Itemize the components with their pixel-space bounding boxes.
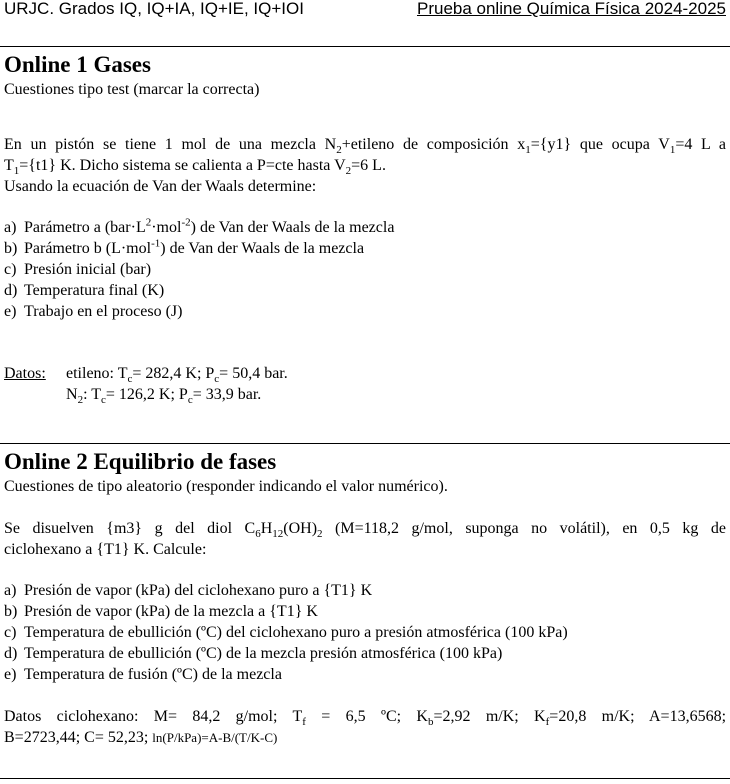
divider-top — [0, 46, 730, 47]
list-item: e) Temperatura de fusión (ºC) de la mezcla — [4, 666, 282, 683]
section1-subtitle: Cuestiones tipo test (marcar la correcta) — [4, 81, 260, 98]
list-item: a) Presión de vapor (kPa) del ciclohexano puro a {T1} K — [4, 582, 373, 599]
list-item: d) Temperatura de ebullición (ºC) de la mezcla presión atmosférica (100 kPa) — [4, 645, 503, 662]
section1-paragraph-line2: $T_1=\{t1\}$ K. Dicho sistema se calienta a P=cte hasta $V_2=6$ L. — [4, 157, 386, 178]
section2-title: Online 2 Equilibrio de fases — [4, 449, 277, 474]
section1-question-list — [4, 217, 394, 322]
section2-question-list — [4, 580, 568, 685]
divider-bottom — [0, 778, 730, 779]
header-exam-title: Prueba online Química Física 2024-2025 — [416, 0, 726, 18]
section2-subtitle: Cuestiones de tipo aleatorio (responder indicando el valor numérico). — [4, 478, 448, 495]
page-header — [4, 0, 726, 22]
list-item: b) Parámetro b (L·mol$^{-1}$) de Van der Waals de la mezcla — [4, 237, 365, 257]
list-item: c) Temperatura de ebullición (ºC) del ciclohexano puro a presión atmosférica (100 kPa) — [4, 624, 568, 641]
section2-data-line2: B=2723,44; C= 52,23; ln(P/kPa)=A-B/(T/K-C) — [4, 729, 278, 746]
section1-title: Online 1 Gases — [4, 52, 151, 77]
section1-instruction: Usando la ecuación de Van der Waals determine: — [4, 178, 317, 195]
section1-paragraph-line1: En un pistón se tiene 1 mol de una mezcla $N_2+etileno$ de composición $x_1=\{y1\}$ que ocupa $V_1=4$ L a — [4, 136, 727, 157]
section2-data-line1: Datos ciclohexano: M= 84,2 g/mol; $T_f = 6,5$ ºC; $K_b=2,92$ m/K; $K_f=20,8$ m/K; A=13,6568; — [4, 708, 727, 729]
section2-paragraph-line1: Se disuelven {m3} g del diol $C_6H_{12}(OH)_2$ (M=118,2 g/mol, suponga no volátil), en 0,5 kg de — [4, 520, 727, 541]
section2-paragraph-line2: ciclohexano a {T1} K. Calcule: — [4, 541, 207, 558]
section1-data-line2: $N_2$: $T_c= 126,2$ K; $P_c= 33,9$ bar. — [66, 386, 262, 407]
list-item: c) Presión inicial (bar) — [4, 261, 152, 278]
antoine-equation: ln(P/kPa)=A-B/(T/K-C) — [152, 730, 278, 745]
list-item: a) Parámetro a $(bar\cdot L^2\cdot mol^{-2})$ de Van der Waals de la mezcla — [4, 216, 395, 236]
divider-middle — [0, 443, 730, 444]
list-item: b) Presión de vapor (kPa) de la mezcla a {T1} K — [4, 603, 318, 620]
header-course: URJC. Grados IQ, IQ+IA, IQ+IE, IQ+IOI — [4, 0, 304, 18]
section1-data: Datos: etileno: $T_c= 282,4$ K; $P_c= 50,4$ bar. — [4, 365, 288, 386]
datos-label: Datos: — [4, 365, 46, 382]
list-item: e) Trabajo en el proceso (J) — [4, 303, 183, 320]
list-item: d) Temperatura final (K) — [4, 282, 165, 299]
